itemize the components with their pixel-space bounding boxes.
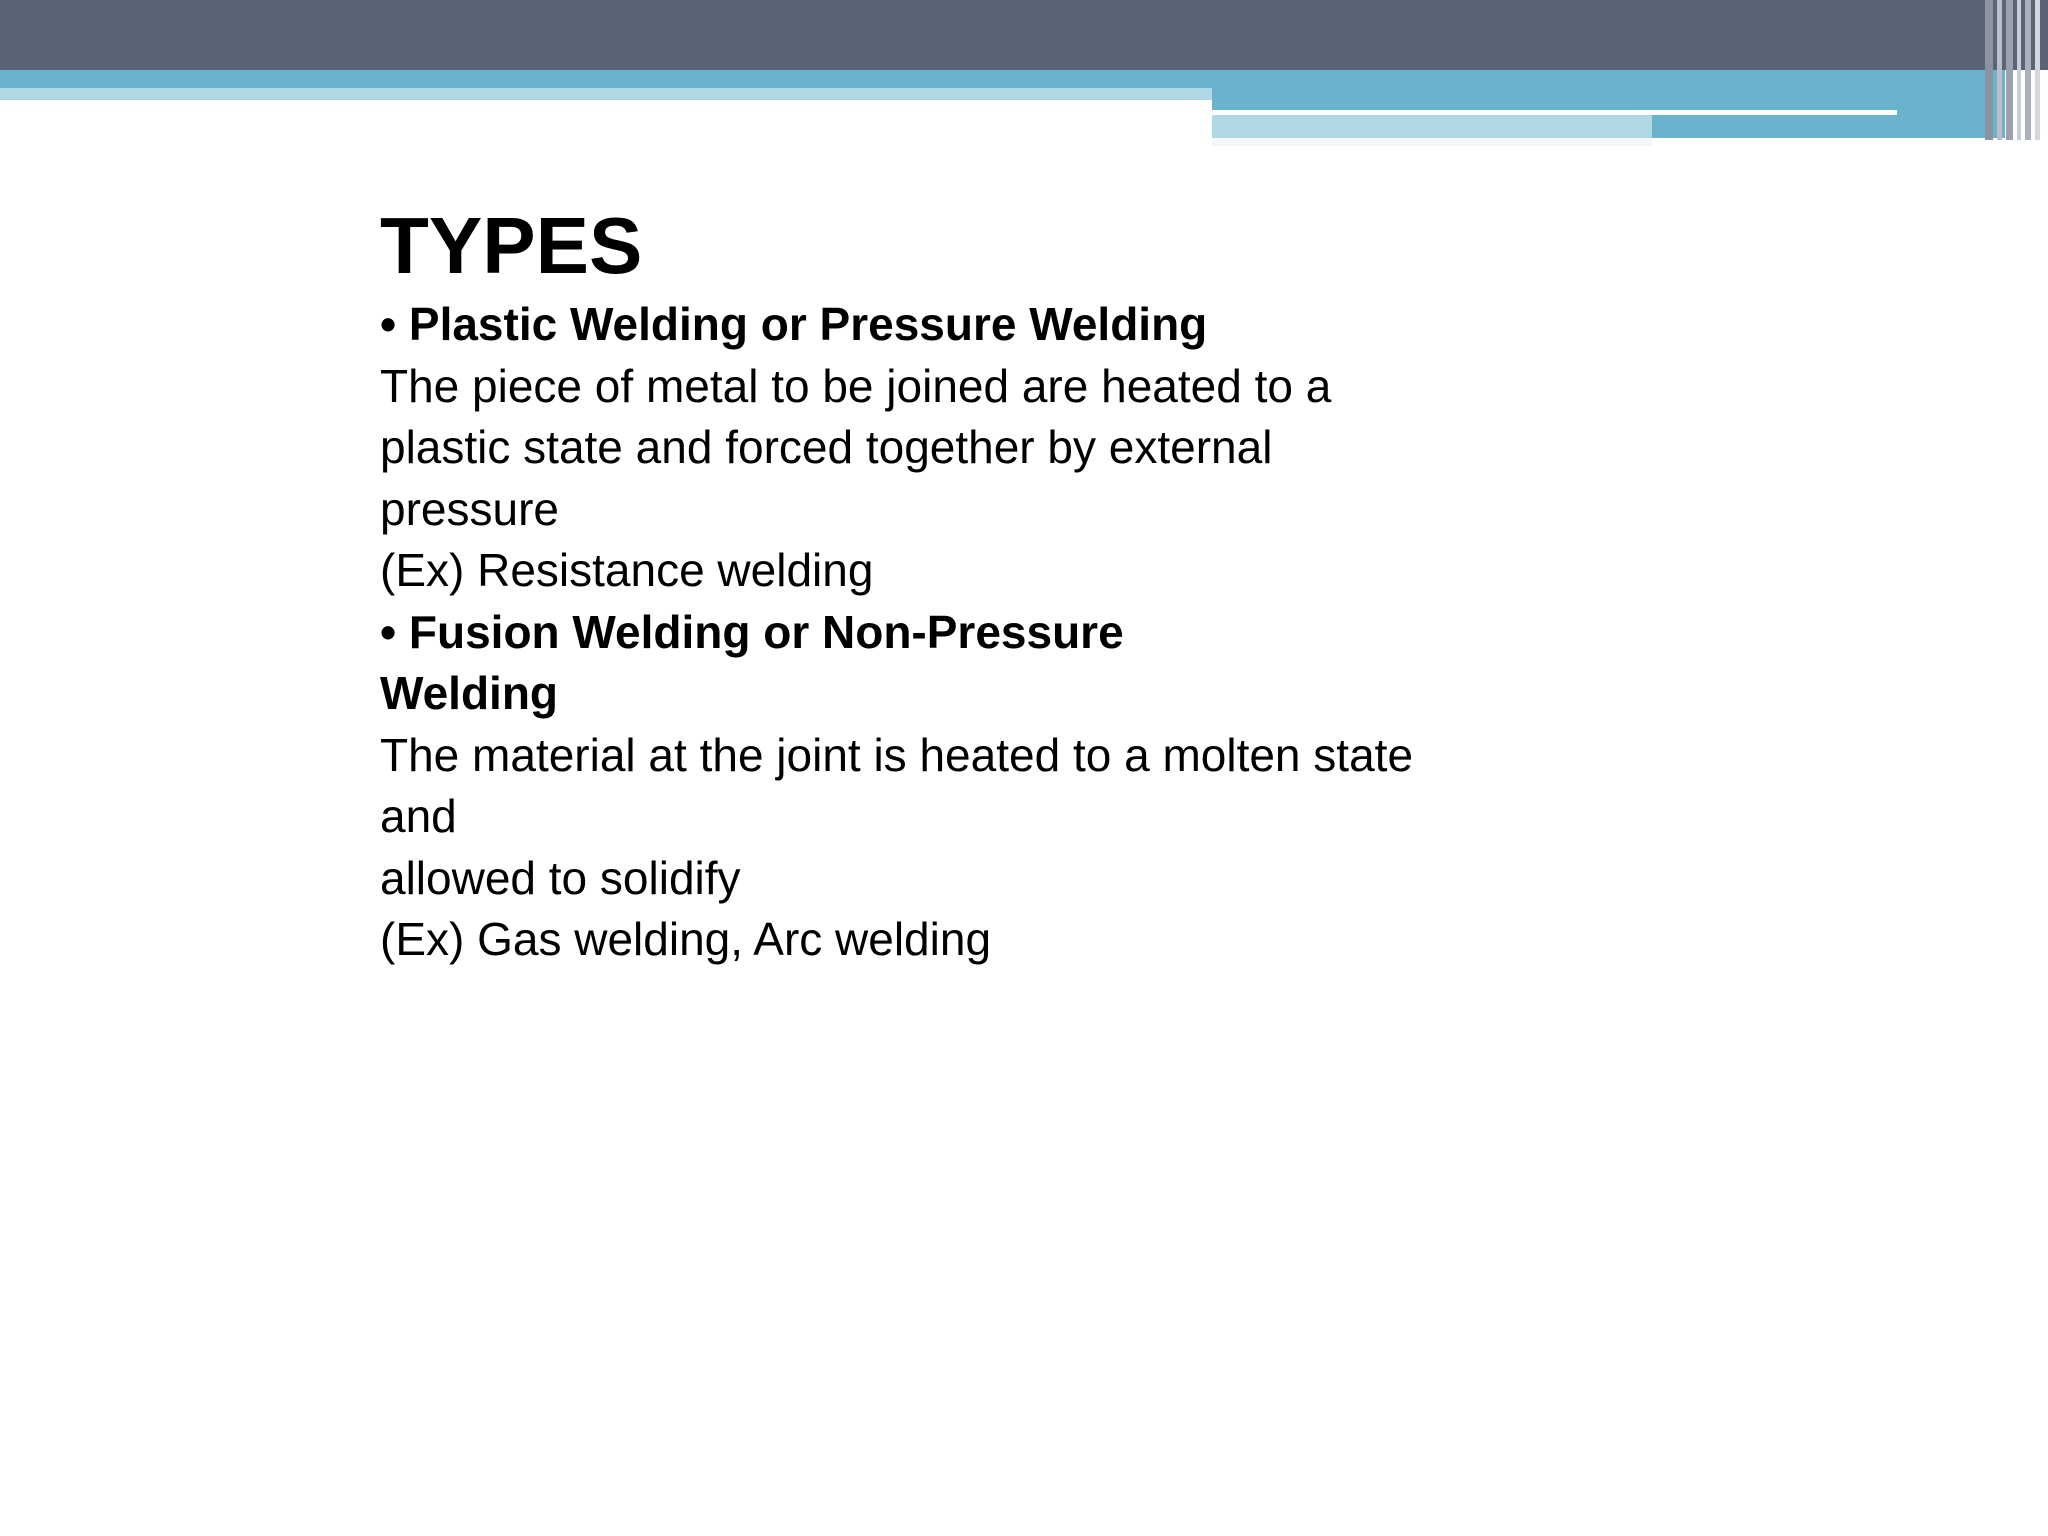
bullet-example-line: (Ex) Gas welding, Arc welding xyxy=(380,913,992,965)
bullet-body-line: and xyxy=(380,790,457,842)
vertical-stripe xyxy=(1997,0,2002,140)
bullet-fusion-welding xyxy=(380,602,1630,971)
bullet-body-line: The material at the joint is heated to a molten state xyxy=(380,728,1414,781)
vertical-stripe xyxy=(2006,0,2013,140)
vertical-stripe xyxy=(2017,0,2021,140)
header-band-light xyxy=(0,88,1212,100)
bullet-heading-continued: Welding xyxy=(380,667,559,719)
bullet-body-line: The piece of metal to be joined are heated to a xyxy=(380,359,1332,412)
vertical-stripe xyxy=(2035,0,2040,140)
bullet-plastic-welding xyxy=(380,294,1630,602)
header-band-step-low xyxy=(1212,115,1652,138)
slide-title: TYPES xyxy=(380,201,643,290)
bullet-heading: • Plastic Welding or Pressure Welding xyxy=(380,298,1208,350)
vertical-stripe xyxy=(2025,0,2031,140)
bullet-body-line: plastic state and forced together by external xyxy=(380,421,1273,473)
header-band-blue xyxy=(0,70,2005,88)
bullet-heading: • Fusion Welding or Non-Pressure xyxy=(380,605,1124,658)
bullet-body-line: pressure xyxy=(380,482,559,535)
slide-content xyxy=(380,198,1630,971)
bullet-body-line: allowed to solidify xyxy=(380,851,741,904)
vertical-stripe xyxy=(1985,0,1993,140)
header-band-fade xyxy=(1212,138,1652,146)
header-vertical-stripes xyxy=(1985,0,2048,140)
bullet-example-line: (Ex) Resistance welding xyxy=(380,544,874,596)
header-band-dark xyxy=(0,0,2048,70)
